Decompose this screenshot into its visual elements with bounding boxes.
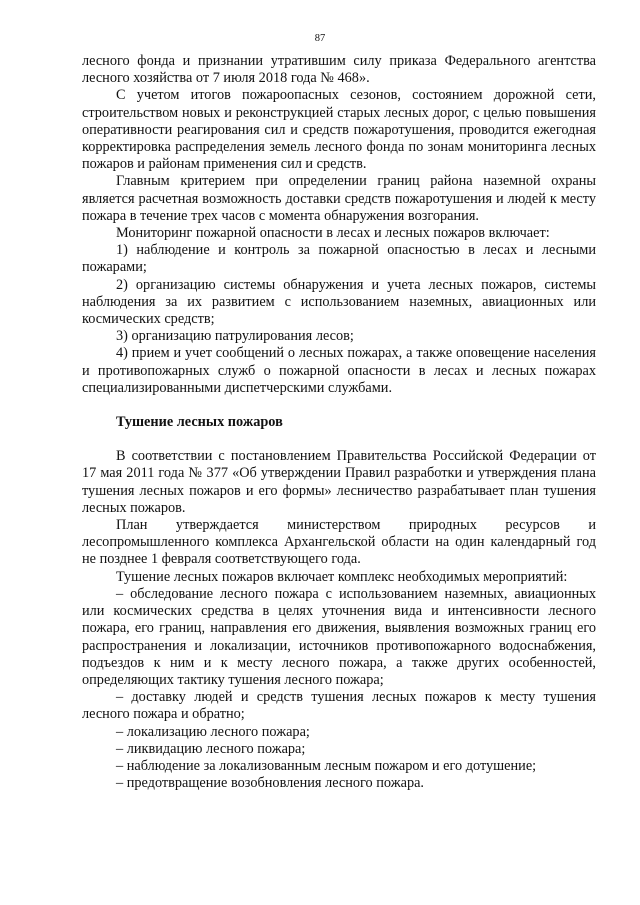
paragraph-measures-intro: Тушение лесных пожаров включает комплекс необходимых мероприятий: xyxy=(116,568,568,585)
section-heading: Тушение лесных пожаров xyxy=(116,414,283,431)
list-item-measures-3: – локализацию лесного пожара; xyxy=(116,723,310,740)
list-item-monitoring-3: 3) организацию патрулирования лесов; xyxy=(116,328,354,345)
list-item-monitoring-1: 1) наблюдение и контроль за пожарной опасностью в лесах и лесными пожарами; xyxy=(82,242,596,276)
list-item-measures-6: – предотвращение возобновления лесного пожара. xyxy=(116,775,425,792)
paragraph-monitoring-intro: Мониторинг пожарной опасности в лесах и лесных пожаров включает: xyxy=(116,225,550,242)
paragraph-regulation: В соответствии с постановлением Правительства Российской Федерации от 17 мая 2011 года № 377 «Об утверждении Правил разработки и утверждения плана тушения лесных пожаров и его формы» лесничество разрабатывает план тушения лесных пожаров. xyxy=(82,448,596,516)
paragraph-fire-seasons: С учетом итогов пожароопасных сезонов, состоянием дорожной сети, строительством новых и реконструкцией старых лесных дорог, с целью повышения оперативности реагирования сил и средств пожаротушения, проводится ежегодная корректировка распределения земель лесного фонда по зонам мониторинга лесных пожаров и районам применения сил и средств. xyxy=(82,87,596,173)
page-number: 87 xyxy=(314,33,326,44)
paragraph-plan-approval: План утверждается министерством природных ресурсов и лесопромышленного комплекса Архангельской области на один календарный год не позднее 1 февраля соответствующего года. xyxy=(82,517,596,568)
paragraph-main-criterion: Главным критерием при определении границ района наземной охраны является расчетная возможность доставки средств пожаротушения и людей к месту пожара в течение трех часов с момента обнаружения возгорания. xyxy=(82,173,596,224)
list-item-monitoring-2: 2) организацию системы обнаружения и учета лесных пожаров, системы наблюдения за их развитием с использованием наземных, авиационных или космических средств; xyxy=(82,276,596,328)
list-item-measures-5: – наблюдение за локализованным лесным пожаром и его дотушение; xyxy=(116,757,537,774)
list-item-measures-2: – доставку людей и средств тушения лесных пожаров к месту тушения лесного пожара и обратно; xyxy=(82,689,596,723)
document-body xyxy=(82,53,596,792)
paragraph-continuation: лесного фонда и признании утратившим силу приказа Федерального агентства лесного хозяйства от 7 июля 2018 года № 468». xyxy=(82,53,596,87)
list-item-monitoring-4: 4) прием и учет сообщений о лесных пожарах, а также оповещение населения и противопожарных служб о пожарной опасности в лесах и лесных пожарах специализированными диспетчерскими службами. xyxy=(82,345,596,396)
list-item-measures-1: – обследование лесного пожара с использованием наземных, авиационных или космических средства в целях уточнения вида и интенсивности лесного пожара, его границ, направления его движения, выявления возможных границ его распространения и локализации, источников противопожарного водоснабжения, подъездов к ним и к месту лесного пожара, а также других особенностей, определяющих тактику тушения лесного пожара; xyxy=(82,585,596,688)
list-item-measures-4: – ликвидацию лесного пожара; xyxy=(116,740,306,757)
